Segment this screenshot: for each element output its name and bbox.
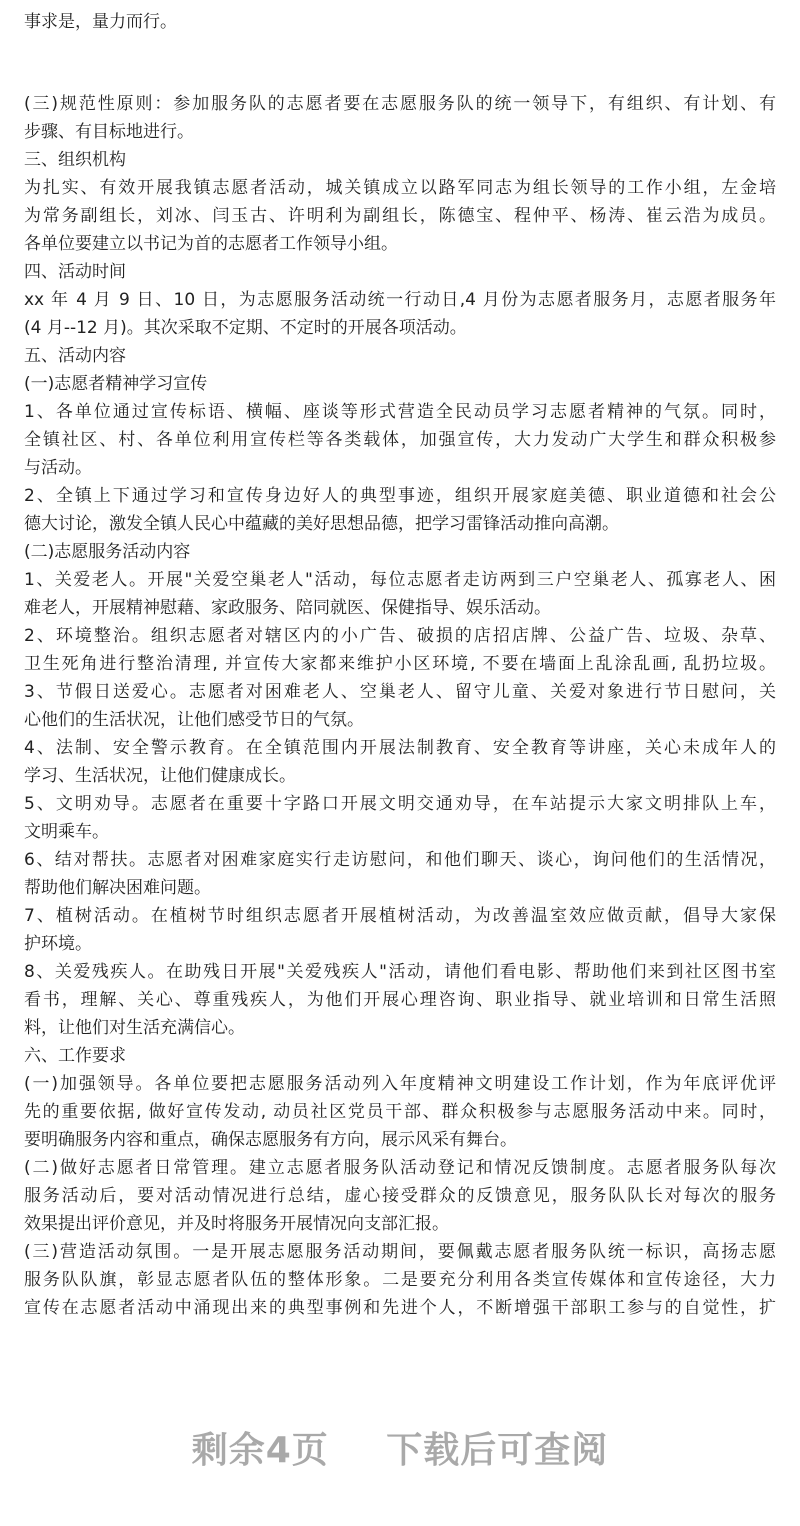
text-line: 各单位要建立以书记为首的志愿者工作领导小组。 [24,234,398,254]
text-line: 6、结对帮扶。志愿者对困难家庭实行走访慰问，和他们聊天、谈心，询问他们的生活情况， [24,850,776,870]
text-line: 难老人，开展精神慰藉、家政服务、陪同就医、保健指导、娱乐活动。 [24,598,551,618]
text-line: 卫生死角进行整治清理, 并宣传大家都来维护小区环境, 不要在墙面上乱涂乱画, 乱扔垃圾。 [24,654,776,674]
text-line: xx 年 4 月 9 日、10 日，为志愿服务活动统一行动日,4 月份为志愿者服务月，志愿者服务年 [24,290,776,310]
text-line: 五、活动内容 [24,346,126,366]
text-line: 宣传在志愿者活动中涌现出来的典型事例和先进个人，不断增强干部职工参与的自觉性，扩 [24,1298,776,1318]
text-line: 步骤、有目标地进行。 [24,122,194,142]
text-line: (三)营造活动氛围。一是开展志愿服务活动期间，要佩戴志愿者服务队统一标识，高扬志愿 [24,1242,776,1262]
text-line: (二)志愿服务活动内容 [24,542,191,562]
text-line: 先的重要依据, 做好宣传发动, 动员社区党员干部、群众积极参与志愿服务活动中来。同时， [24,1102,776,1122]
text-line: 三、组织机构 [24,150,126,170]
text-line: 护环境。 [24,934,92,954]
text-line: 7、植树活动。在植树节时组织志愿者开展植树活动，为改善温室效应做贡献，倡导大家保 [24,906,776,926]
text-line: 学习、生活状况，让他们健康成长。 [24,766,296,786]
text-line: 2、环境整治。组织志愿者对辖区内的小广告、破损的店招店牌、公益广告、垃圾、杂草、 [24,626,776,646]
text-line: (4 月--12 月)。其次采取不定期、不定时的开展各项活动。 [24,318,467,338]
text-line: 4、法制、安全警示教育。在全镇范围内开展法制教育、安全教育等讲座，关心未成年人的 [24,738,776,758]
text-line: 1、关爱老人。开展"关爱空巢老人"活动，每位志愿者走访两到三户空巢老人、孤寡老人、困 [24,570,776,590]
text-line: 1、各单位通过宣传标语、横幅、座谈等形式营造全民动员学习志愿者精神的气氛。同时， [24,402,776,422]
text-line: (二)做好志愿者日常管理。建立志愿者服务队活动登记和情况反馈制度。志愿者服务队每次 [24,1158,776,1178]
text-line: 效果提出评价意见，并及时将服务开展情况向支部汇报。 [24,1214,449,1234]
text-line: 看书，理解、关心、尊重残疾人，为他们开展心理咨询、职业指导、就业培训和日常生活照 [24,990,776,1010]
text-line: 8、关爱残疾人。在助残日开展"关爱残疾人"活动，请他们看电影、帮助他们来到社区图书室 [24,962,776,982]
text-line: (三)规范性原则：参加服务队的志愿者要在志愿服务队的统一领导下，有组织、有计划、有 [24,94,776,114]
text-line: 5、文明劝导。志愿者在重要十字路口开展文明交通劝导，在车站提示大家文明排队上车， [24,794,776,814]
text-line: 文明乘车。 [24,822,109,842]
document-body [24,90,776,1322]
text-line: 德大讨论，激发全镇人民心中蕴藏的美好思想品德，把学习雷锋活动推向高潮。 [24,514,619,534]
text-line: 心他们的生活状况，让他们感受节日的气氛。 [24,710,364,730]
text-line: 为常务副组长，刘冰、闫玉古、许明利为副组长，陈德宝、程仲平、杨涛、崔云浩为成员。 [24,206,776,226]
text-line: 与活动。 [24,458,92,478]
text-line: 3、节假日送爱心。志愿者对困难老人、空巢老人、留守儿童、关爱对象进行节日慰问，关 [24,682,776,702]
text-line: 要明确服务内容和重点，确保志愿服务有方向，展示风采有舞台。 [24,1130,517,1150]
text-line: 六、工作要求 [24,1046,126,1066]
text-line: 帮助他们解决困难问题。 [24,878,211,898]
text-line: 为扎实、有效开展我镇志愿者活动，城关镇成立以路军同志为组长领导的工作小组，左金培 [24,178,776,198]
text-line: 服务活动后，要对活动情况进行总结，虚心接受群众的反馈意见，服务队队长对每次的服务 [24,1186,776,1206]
download-hint-label: 下载后可查阅 [386,1430,609,1471]
text-line: 四、活动时间 [24,262,126,282]
text-line: 全镇社区、村、各单位利用宣传栏等各类载体，加强宣传，大力发动广大学生和群众积极参 [24,430,776,450]
text-line: (一)志愿者精神学习宣传 [24,374,208,394]
text-line: 2、全镇上下通过学习和宣传身边好人的典型事迹，组织开展家庭美德、职业道德和社会公 [24,486,776,506]
text-line: 服务队队旗，彰显志愿者队伍的整体形象。二是要充分利用各类宣传媒体和宣传途径，大力 [24,1270,776,1290]
remaining-pages-label: 剩余4页 [191,1430,329,1471]
text-line: (一)加强领导。各单位要把志愿服务活动列入年度精神文明建设工作计划，作为年底评优评 [24,1074,776,1094]
document-intro [24,8,776,36]
download-prompt[interactable] [0,1422,800,1473]
text-line: 料，让他们对生活充满信心。 [24,1018,245,1038]
text-line: 事求是，量力而行。 [24,12,177,32]
